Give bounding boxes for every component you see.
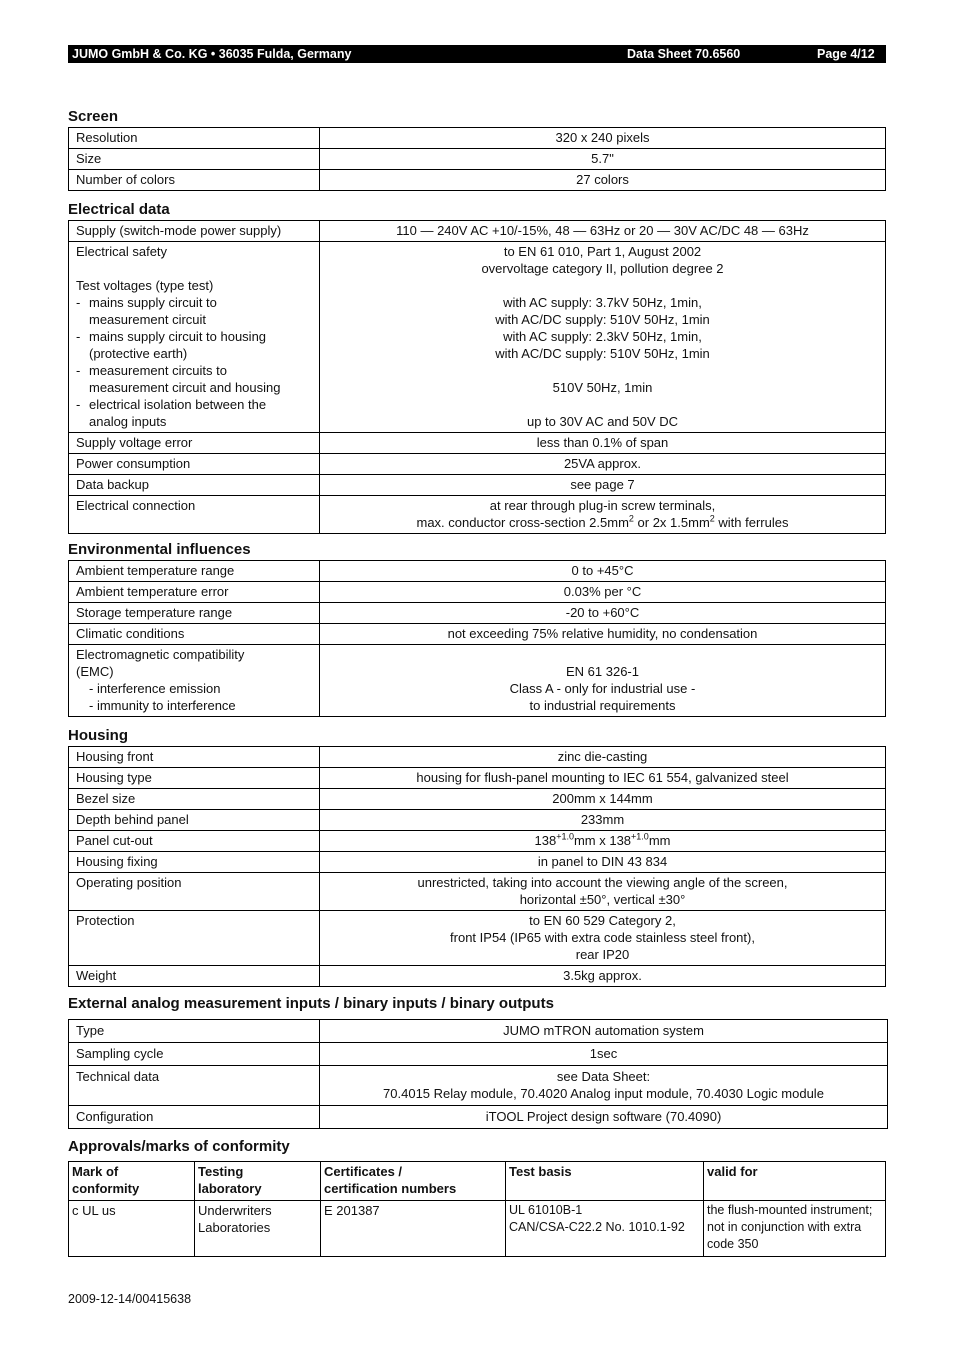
row-label: Sampling cycle: [69, 1043, 320, 1066]
row-label: Panel cut-out: [69, 831, 320, 852]
table-row: [69, 911, 886, 966]
row-label: Depth behind panel: [69, 810, 320, 831]
row-label: Supply voltage error: [69, 433, 320, 454]
row-label: Weight: [69, 966, 320, 987]
section-title-housing: Housing: [68, 727, 128, 744]
section-title-approvals: Approvals/marks of conformity: [68, 1138, 290, 1155]
datasheet-number: Data Sheet 70.6560: [627, 47, 741, 61]
row-value: iTOOL Project design software (70.4090): [320, 1106, 888, 1129]
table-header-row: [69, 1162, 886, 1201]
list-item: - mains supply circuit to housing (protective earth): [76, 328, 312, 362]
screen-table: [68, 127, 886, 191]
row-value: less than 0.1% of span: [320, 433, 886, 454]
row-value: 320 x 240 pixels: [320, 128, 886, 149]
row-value: at rear through plug-in screw terminals, max. conductor cross-section $2.5mm^2$ or 2x $1.5mm^2$ with ferrules: [320, 496, 886, 534]
table-row: [69, 561, 886, 582]
table-row: [69, 831, 886, 852]
row-label: Electromagnetic compatibility (EMC) - interference emission - immunity to interference: [69, 645, 320, 717]
row-value: 0 to +45°C: [320, 561, 886, 582]
table-row: [69, 1106, 888, 1129]
row-value: -20 to +60°C: [320, 603, 886, 624]
section-title-external: External analog measurement inputs / binary inputs / binary outputs: [68, 995, 554, 1012]
row-label: Housing fixing: [69, 852, 320, 873]
table-row: [69, 433, 886, 454]
column-header: valid for: [704, 1162, 886, 1201]
row-label: Housing type: [69, 768, 320, 789]
row-value: 3.5kg approx.: [320, 966, 886, 987]
row-value: 25VA approx.: [320, 454, 886, 475]
row-value: to EN 60 529 Category 2, front IP54 (IP65 with extra code stainless steel front), rear IP20: [320, 911, 886, 966]
approvals-table: [68, 1161, 886, 1257]
row-label: Electrical connection: [69, 496, 320, 534]
table-row: [69, 582, 886, 603]
column-header: Test basis: [506, 1162, 704, 1201]
column-header: Testing laboratory: [195, 1162, 321, 1201]
table-row: [69, 170, 886, 191]
safety-label: Electrical safety: [76, 244, 168, 259]
row-value: in panel to DIN 43 834: [320, 852, 886, 873]
table-row: [69, 221, 886, 242]
table-row: [69, 852, 886, 873]
company-name: JUMO GmbH & Co. KG • 36035 Fulda, Germany: [72, 47, 352, 61]
table-row: [69, 1020, 888, 1043]
row-label: Operating position: [69, 873, 320, 911]
row-value: EN 61 326-1 Class A - only for industrial use - to industrial requirements: [320, 645, 886, 717]
test-voltages-label: Test voltages (type test): [76, 278, 214, 293]
table-row: [69, 603, 886, 624]
row-label: Supply (switch-mode power supply): [69, 221, 320, 242]
page-header: [68, 45, 886, 63]
table-row: [69, 789, 886, 810]
row-label: Configuration: [69, 1106, 320, 1129]
cell-mark: c UL us: [69, 1201, 195, 1257]
row-value: see Data Sheet: 70.4015 Relay module, 70.4020 Analog input module, 70.4030 Logic module: [320, 1066, 888, 1106]
row-value: 233mm: [320, 810, 886, 831]
row-value: to EN 61 010, Part 1, August 2002 overvoltage category II, pollution degree 2 with AC supply: 3.7kV 50Hz, 1min, with AC/DC supply: 510V 50Hz, 1min with AC supply: 2.3kV 50Hz, 1min, with AC/DC supply: 510V 50Hz, 1min 510V 50Hz, 1min up to 30V AC and 50V DC: [320, 242, 886, 433]
housing-table: [68, 746, 886, 987]
row-label: Number of colors: [69, 170, 320, 191]
table-row: [69, 149, 886, 170]
row-value: JUMO mTRON automation system: [320, 1020, 888, 1043]
row-value: $138^{+1.0}mm$ x $138^{+1.0}mm$: [320, 831, 886, 852]
row-label: Climatic conditions: [69, 624, 320, 645]
electrical-table: [68, 220, 886, 534]
row-label: Ambient temperature range: [69, 561, 320, 582]
row-label: Technical data: [69, 1066, 320, 1106]
row-value: 200mm x 144mm: [320, 789, 886, 810]
table-row: [69, 496, 886, 534]
row-label: [69, 242, 320, 433]
column-header: Mark of conformity: [69, 1162, 195, 1201]
cell-basis: UL 61010B-1 CAN/CSA-C22.2 No. 1010.1-92: [506, 1201, 704, 1257]
page-number: Page 4/12: [817, 47, 875, 61]
cell-cert: E 201387: [321, 1201, 506, 1257]
row-label: Resolution: [69, 128, 320, 149]
environmental-table: [68, 560, 886, 717]
column-header: Certificates / certification numbers: [321, 1162, 506, 1201]
list-item: - mains supply circuit to measurement circuit: [76, 294, 312, 328]
table-row: [69, 873, 886, 911]
row-value: zinc die-casting: [320, 747, 886, 768]
row-label: Storage temperature range: [69, 603, 320, 624]
table-row: [69, 128, 886, 149]
list-item: - measurement circuits to measurement circuit and housing: [76, 362, 312, 396]
table-row: [69, 645, 886, 717]
row-label: Data backup: [69, 475, 320, 496]
table-row: [69, 1201, 886, 1257]
table-row: [69, 624, 886, 645]
table-row: [69, 966, 886, 987]
row-label: Bezel size: [69, 789, 320, 810]
row-value: see page 7: [320, 475, 886, 496]
row-value: unrestricted, taking into account the viewing angle of the screen, horizontal ±50°, vertical ±30°: [320, 873, 886, 911]
row-label: Size: [69, 149, 320, 170]
external-table: [68, 1019, 888, 1129]
table-row: [69, 1043, 888, 1066]
row-label: Power consumption: [69, 454, 320, 475]
table-row: [69, 242, 886, 433]
row-label: Protection: [69, 911, 320, 966]
cell-lab: Underwriters Laboratories: [195, 1201, 321, 1257]
section-title-electrical: Electrical data: [68, 201, 170, 218]
table-row: [69, 475, 886, 496]
row-label: Ambient temperature error: [69, 582, 320, 603]
row-label: Housing front: [69, 747, 320, 768]
document-footer: 2009-12-14/00415638: [68, 1292, 192, 1306]
section-title-environmental: Environmental influences: [68, 541, 251, 558]
table-row: [69, 1066, 888, 1106]
row-value: 110 — 240V AC +10/-15%, 48 — 63Hz or 20 — 30V AC/DC 48 — 63Hz: [320, 221, 886, 242]
section-title-screen: Screen: [68, 108, 119, 125]
row-value: housing for flush-panel mounting to IEC 61 554, galvanized steel: [320, 768, 886, 789]
row-value: 5.7": [320, 149, 886, 170]
list-item: - electrical isolation between the analog inputs: [76, 396, 312, 430]
row-value: 1sec: [320, 1043, 888, 1066]
table-row: [69, 454, 886, 475]
table-row: [69, 768, 886, 789]
row-value: 27 colors: [320, 170, 886, 191]
row-value: not exceeding 75% relative humidity, no condensation: [320, 624, 886, 645]
table-row: [69, 747, 886, 768]
table-row: [69, 810, 886, 831]
cell-valid: the flush-mounted instrument; not in conjunction with extra code 350: [704, 1201, 886, 1257]
row-value: 0.03% per °C: [320, 582, 886, 603]
row-label: Type: [69, 1020, 320, 1043]
